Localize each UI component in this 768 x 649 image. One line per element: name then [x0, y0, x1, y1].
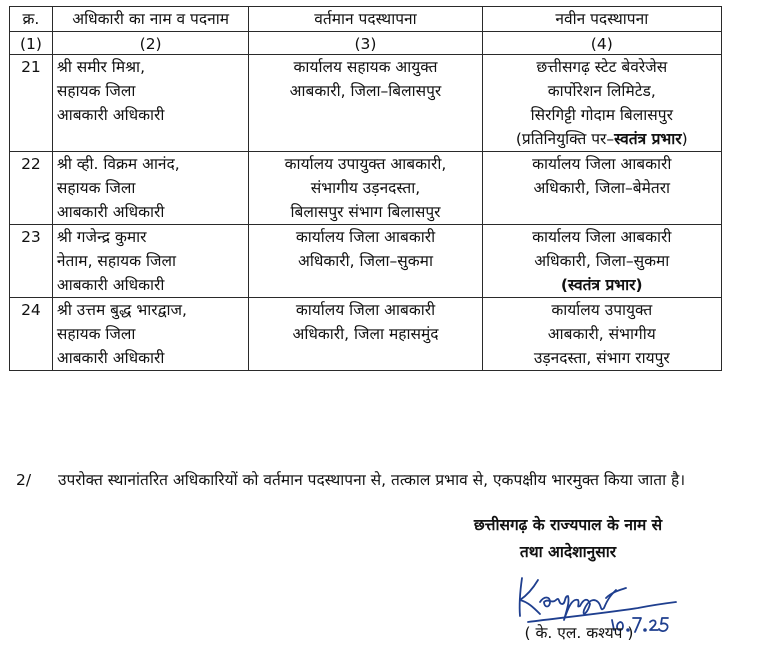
new-posting-line: कार्पोरेशन लिमिटेड,	[547, 82, 656, 100]
current-posting-line: कार्यालय जिला आबकारी	[295, 228, 436, 246]
signer-name: ( के. एल. कश्यप )	[524, 624, 634, 642]
officer-name-line: नेताम, सहायक जिला	[56, 252, 177, 270]
new-posting-line	[487, 127, 717, 151]
serial-number: 24	[10, 298, 53, 371]
current-posting-line: आबकारी, जिला–बिलासपुर	[289, 82, 442, 100]
new-posting	[482, 152, 721, 225]
column-number: (2)	[52, 32, 249, 55]
new-posting-line: उड़नदस्ता, संभाग रायपुर	[533, 349, 670, 367]
officer-name-line: सहायक जिला	[56, 325, 136, 343]
current-posting	[249, 298, 482, 371]
officer-name-line: सहायक जिला	[56, 82, 136, 100]
authority-line: छत्तीसगढ़ के राज्यपाल के नाम से	[473, 516, 663, 534]
officer-name	[52, 55, 249, 152]
table-row	[10, 225, 722, 298]
new-posting-line: कार्यालय जिला आबकारी	[532, 155, 672, 173]
table-row	[10, 152, 722, 225]
column-number: (4)	[482, 32, 721, 55]
transfer-order-table	[9, 6, 722, 371]
current-posting-line: कार्यालय उपायुक्त आबकारी,	[284, 155, 447, 173]
paragraph-text: उपरोक्त स्थानांतरित अधिकारियों को वर्तमान पदस्थापना से, तत्काल प्रभाव से, एकपक्षीय भारमुक्त किया जाता है।	[58, 471, 686, 489]
officer-name	[52, 152, 249, 225]
deputation-label: (प्रतिनियुक्ति पर–	[515, 130, 615, 148]
new-posting-line: छत्तीसगढ़ स्टेट बेवरेजेस	[536, 58, 668, 76]
header-officer-name: अधिकारी का नाम व पदनाम	[52, 7, 249, 32]
officer-name-line: आबकारी अधिकारी	[56, 203, 165, 221]
officer-name-line: आबकारी अधिकारी	[56, 106, 165, 124]
new-posting-line: सिरगिट्टी गोदाम बिलासपुर	[530, 106, 673, 124]
column-number: (1)	[10, 32, 53, 55]
officer-name-line: श्री समीर मिश्रा,	[56, 58, 146, 76]
new-posting-line: अधिकारी, जिला–बेमेतरा	[533, 179, 671, 197]
authority-block	[418, 512, 718, 566]
table-header-row	[10, 7, 722, 32]
current-posting-line: अधिकारी, जिला–सुकमा	[297, 252, 433, 270]
header-new-posting: नवीन पदस्थापना	[482, 7, 721, 32]
header-current-posting: वर्तमान पदस्थापना	[249, 7, 482, 32]
serial-number: 23	[10, 225, 53, 298]
table-row	[10, 55, 722, 152]
serial-number: 21	[10, 55, 53, 152]
officer-name	[52, 225, 249, 298]
header-serial: क्र.	[10, 7, 53, 32]
new-posting-line: कार्यालय उपायुक्त	[551, 301, 653, 319]
paragraph-number: 2/	[16, 471, 32, 489]
new-posting-line: कार्यालय जिला आबकारी	[532, 228, 672, 246]
column-number: (3)	[249, 32, 482, 55]
new-posting	[482, 55, 721, 152]
officer-name-line: आबकारी अधिकारी	[56, 276, 165, 294]
officer-name	[52, 298, 249, 371]
officer-name-line: श्री व्ही. विक्रम आनंद,	[56, 155, 180, 173]
authority-line: तथा आदेशानुसार	[519, 543, 617, 561]
serial-number: 22	[10, 152, 53, 225]
officer-name-line: श्री गजेन्द्र कुमार	[56, 228, 147, 246]
close-paren: )	[681, 130, 688, 148]
table-row	[10, 298, 722, 371]
officer-name-line: श्री उत्तम बुद्ध भारद्वाज,	[56, 301, 187, 319]
current-posting-line: बिलासपुर संभाग बिलासपुर	[290, 203, 441, 221]
current-posting	[249, 225, 482, 298]
current-posting-line: कार्यालय जिला आबकारी	[295, 301, 436, 319]
independent-charge-label: (स्वतंत्र प्रभार)	[560, 276, 643, 294]
officer-name-line: सहायक जिला	[56, 179, 136, 197]
officer-name-line: आबकारी अधिकारी	[56, 349, 165, 367]
new-posting-line: आबकारी, संभागीय	[547, 325, 656, 343]
current-posting-line: कार्यालय सहायक आयुक्त	[293, 58, 438, 76]
current-posting-line: अधिकारी, जिला महासमुंद	[292, 325, 439, 343]
current-posting-line: संभागीय उड़नदस्ता,	[310, 179, 421, 197]
relief-paragraph	[16, 466, 721, 494]
new-posting-line: अधिकारी, जिला–सुकमा	[534, 252, 670, 270]
new-posting	[482, 298, 721, 371]
current-posting	[249, 152, 482, 225]
new-posting	[482, 225, 721, 298]
independent-charge-label: स्वतंत्र प्रभार	[614, 130, 682, 148]
current-posting	[249, 55, 482, 152]
column-number-row	[10, 32, 722, 55]
